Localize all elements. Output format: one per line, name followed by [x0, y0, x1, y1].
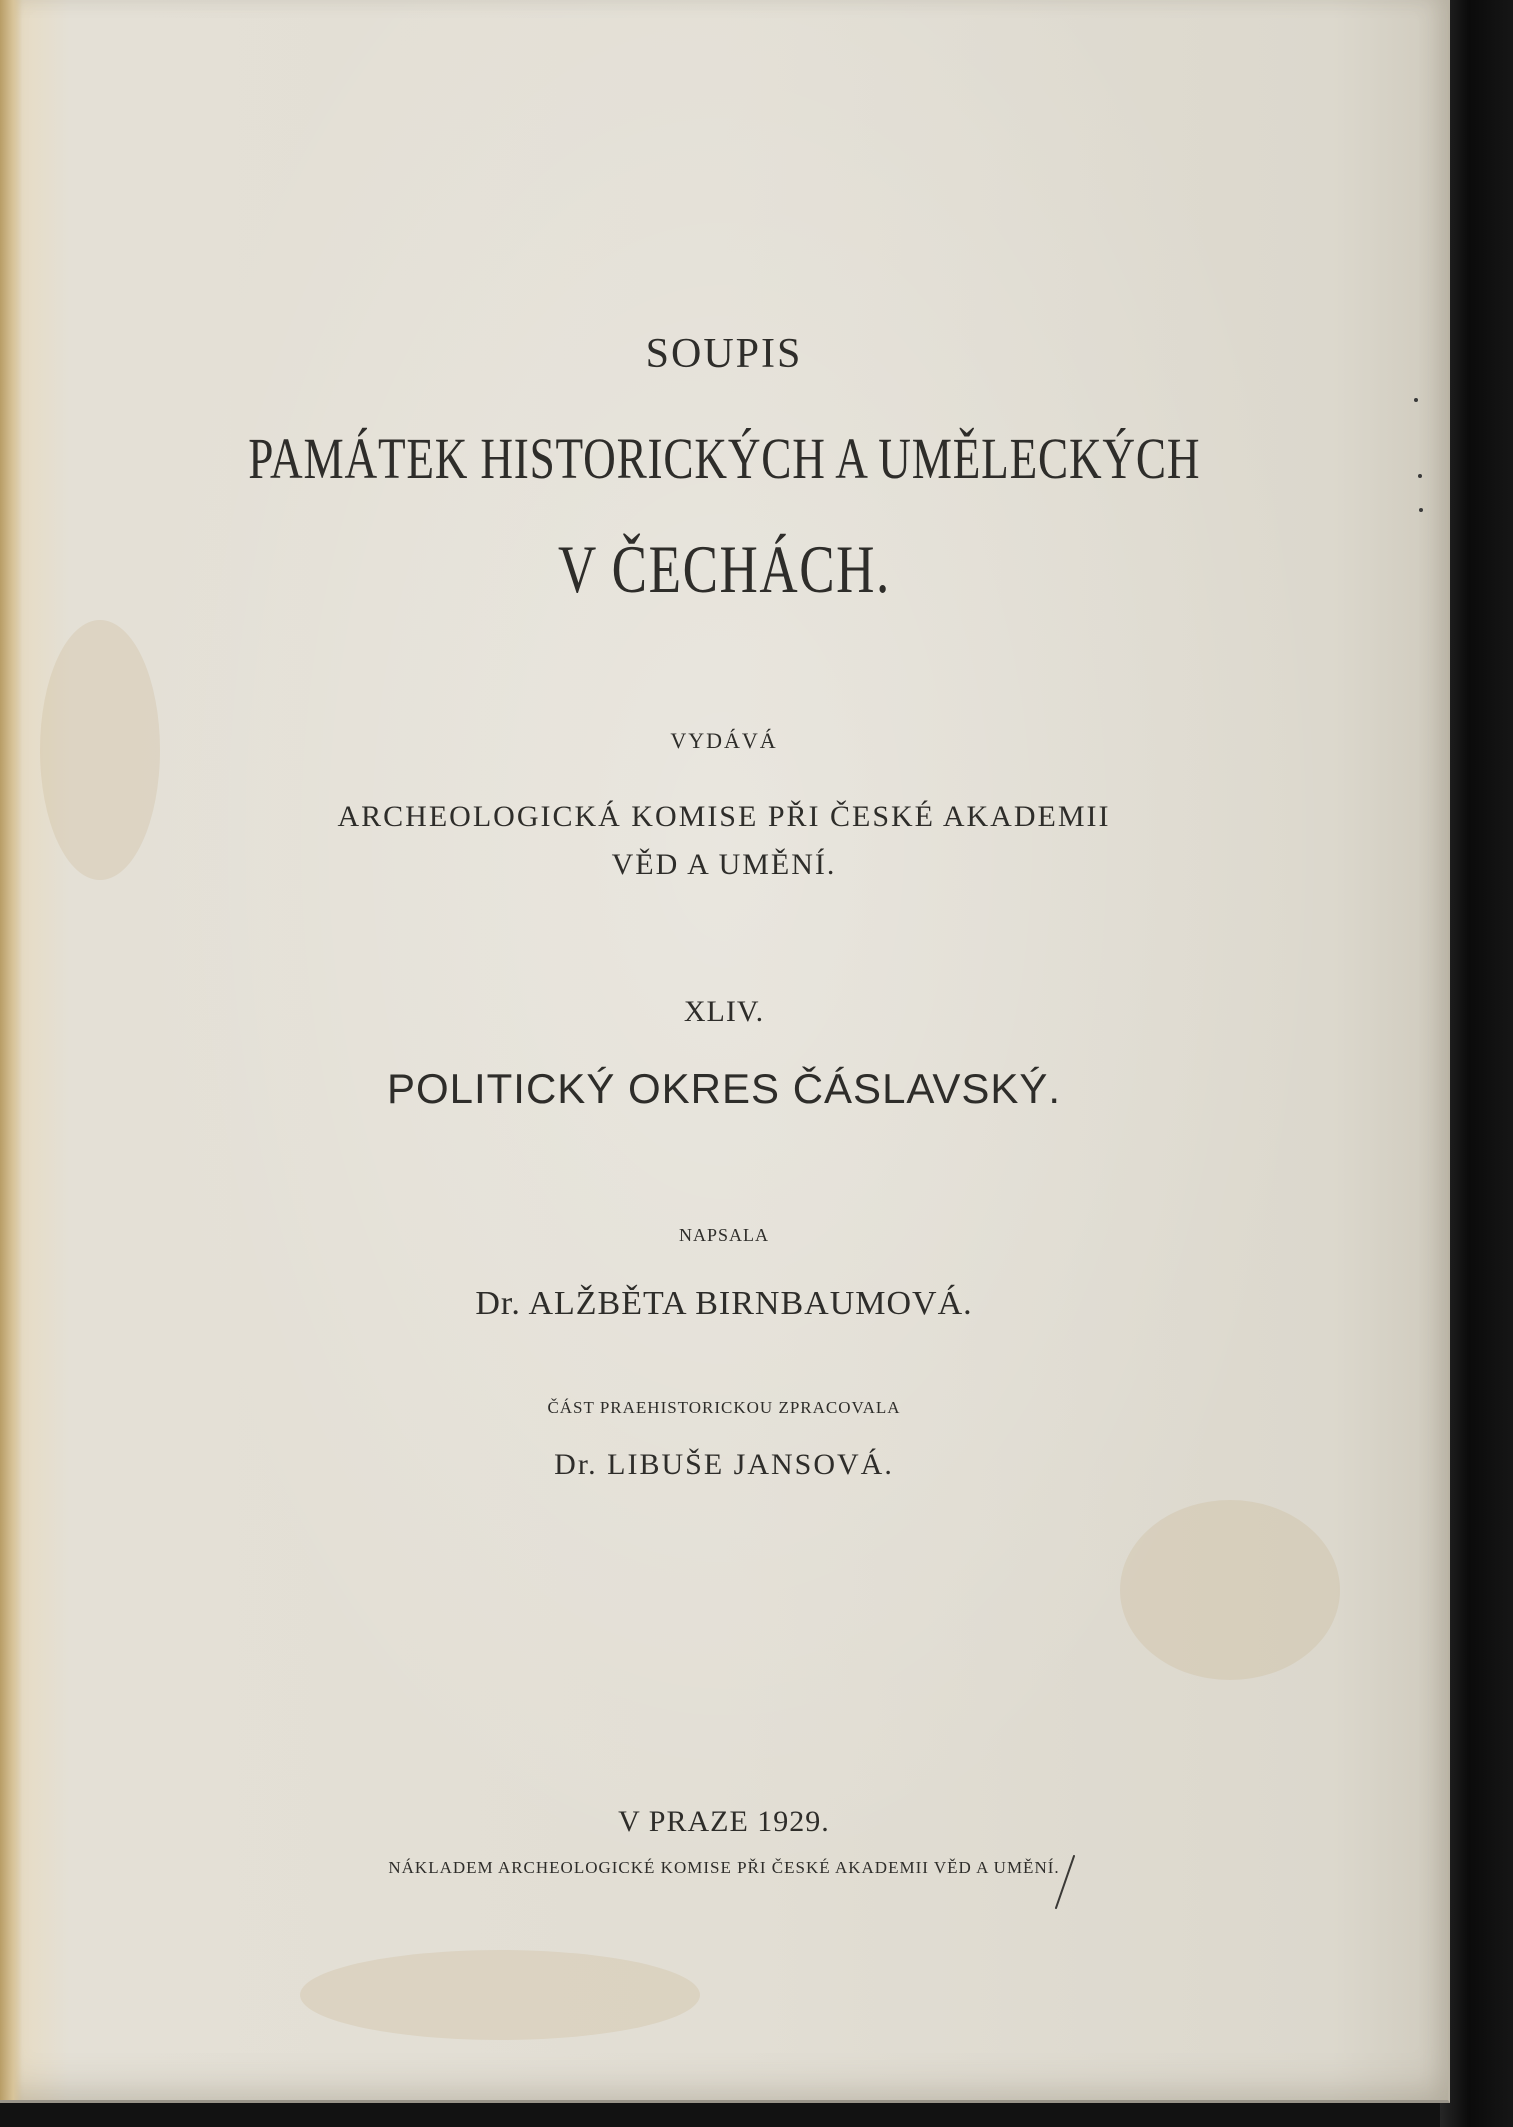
prehistoric-section-author: Dr. LIBUŠE JANSOVÁ.: [554, 1448, 894, 1481]
paper-stain: [1120, 1500, 1340, 1680]
prehistoric-section-label: ČÁST PRAEHISTORICKOU ZPRACOVALA: [547, 1398, 901, 1417]
pencil-mark: [1050, 1852, 1080, 1912]
publisher-line-2: VĚD A UMĚNÍ.: [611, 848, 837, 881]
main-title-line-2: V ČECHÁCH.: [557, 531, 891, 607]
volume-number: XLIV.: [683, 995, 765, 1028]
publisher-line-1: ARCHEOLOGICKÁ KOMISE PŘI ČESKÉ AKADEMII: [337, 800, 1111, 833]
paper-speck: [1419, 508, 1423, 512]
publisher-label: VYDÁVÁ: [670, 728, 778, 753]
paper-speck: [1414, 398, 1418, 402]
author-name: Dr. ALŽBĚTA BIRNBAUMOVÁ.: [475, 1285, 973, 1322]
binding-strip: [1440, 0, 1513, 2127]
district-title: POLITICKÝ OKRES ČÁSLAVSKÝ.: [386, 1065, 1062, 1112]
publisher-imprint: NÁKLADEM ARCHEOLOGICKÉ KOMISE PŘI ČESKÉ AKADEMII VĚD A UMĚNÍ.: [388, 1858, 1060, 1877]
main-title-line-1: PAMÁTEK HISTORICKÝCH A UMĚLECKÝCH: [247, 426, 1201, 491]
author-label: NAPSALA: [678, 1225, 769, 1245]
paper-stain: [300, 1950, 700, 2040]
series-title: SOUPIS: [645, 331, 803, 377]
page-left-edge: [0, 0, 22, 2100]
place-and-year: V PRAZE 1929.: [618, 1805, 830, 1838]
